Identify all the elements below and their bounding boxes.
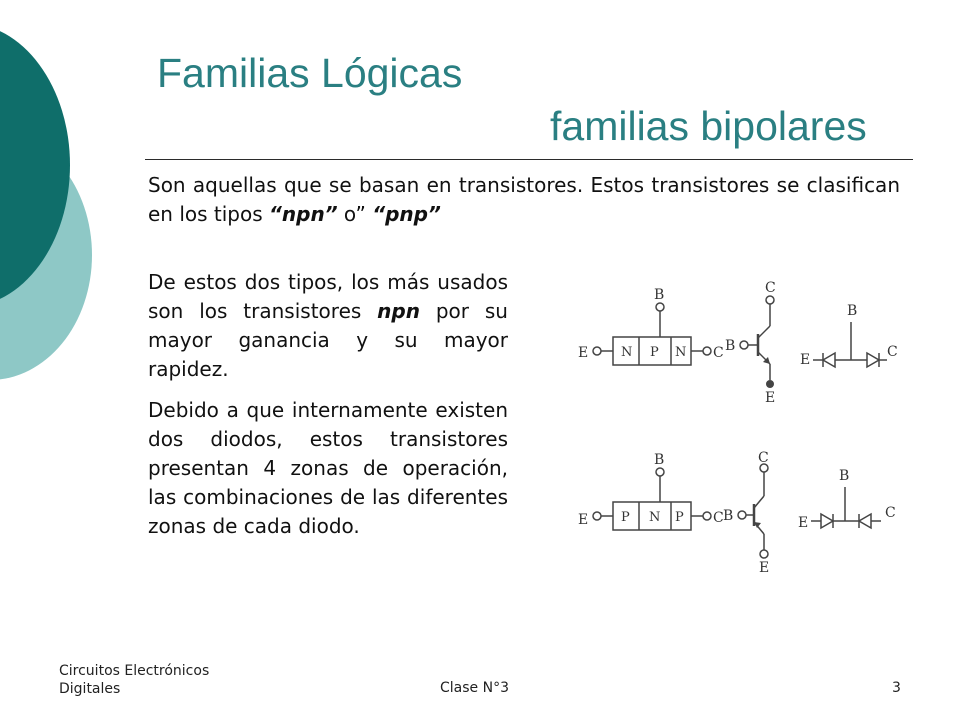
svg-text:P: P (621, 510, 630, 525)
svg-text:E: E (765, 390, 776, 405)
npn-block-diagram (575, 285, 725, 385)
npn-diode-equivalent (795, 300, 900, 380)
npn-transistor-symbol (720, 280, 790, 405)
svg-text:C: C (713, 510, 724, 526)
svg-text:N: N (649, 510, 661, 525)
svg-text:P: P (650, 345, 659, 360)
svg-text:E: E (800, 352, 811, 368)
footer-course: Circuitos Electrónicos Digitales (59, 663, 210, 697)
para1-text: De estos dos tipos, los más usados son los transistores (148, 270, 508, 323)
pnp-transistor-symbol (720, 450, 790, 575)
footer-class: Clase N°3 (440, 680, 509, 696)
paragraph-operating-zones: Debido a que internamente existen dos diodos, estos transistores presentan 4 zonas de operación, las combinaciones de las diferentes zonas de cada diodo. (148, 398, 508, 538)
svg-text:C: C (885, 505, 896, 521)
pnp-diode-equivalent (795, 465, 900, 545)
intro-connector: o” (337, 202, 373, 226)
title-divider (145, 159, 913, 160)
intro-paragraph (148, 171, 900, 229)
paragraph-npn-usage (148, 268, 508, 384)
svg-text:E: E (798, 515, 809, 531)
intro-pnp: “pnp” (372, 202, 441, 226)
svg-text:C: C (758, 450, 769, 466)
svg-text:C: C (887, 344, 898, 360)
svg-text:B: B (847, 303, 858, 319)
svg-text:P: P (675, 510, 684, 525)
svg-text:E: E (578, 512, 589, 528)
footer-page-number: 3 (892, 680, 901, 696)
decorative-circles (0, 0, 100, 380)
para1-text-end: por su mayor ganancia y su mayor rapidez. (148, 299, 508, 381)
svg-text:B: B (725, 338, 736, 354)
svg-text:E: E (578, 345, 589, 361)
svg-text:E: E (759, 560, 770, 575)
pnp-block-diagram (575, 450, 725, 550)
svg-text:N: N (675, 345, 687, 360)
intro-npn: “npn” (269, 202, 338, 226)
svg-text:C: C (765, 280, 776, 296)
slide-subtitle: familias bipolares (550, 103, 867, 149)
svg-text:N: N (621, 345, 633, 360)
svg-text:B: B (723, 508, 734, 524)
svg-text:B: B (654, 287, 665, 303)
intro-text: Son aquellas que se basan en transistores. Estos transistores se clasifican en los tipos (148, 173, 900, 226)
svg-text:C: C (713, 345, 724, 361)
svg-text:B: B (654, 452, 665, 468)
svg-text:B: B (839, 468, 850, 484)
para1-npn: npn (377, 299, 420, 323)
slide-title: Familias Lógicas (157, 50, 463, 96)
